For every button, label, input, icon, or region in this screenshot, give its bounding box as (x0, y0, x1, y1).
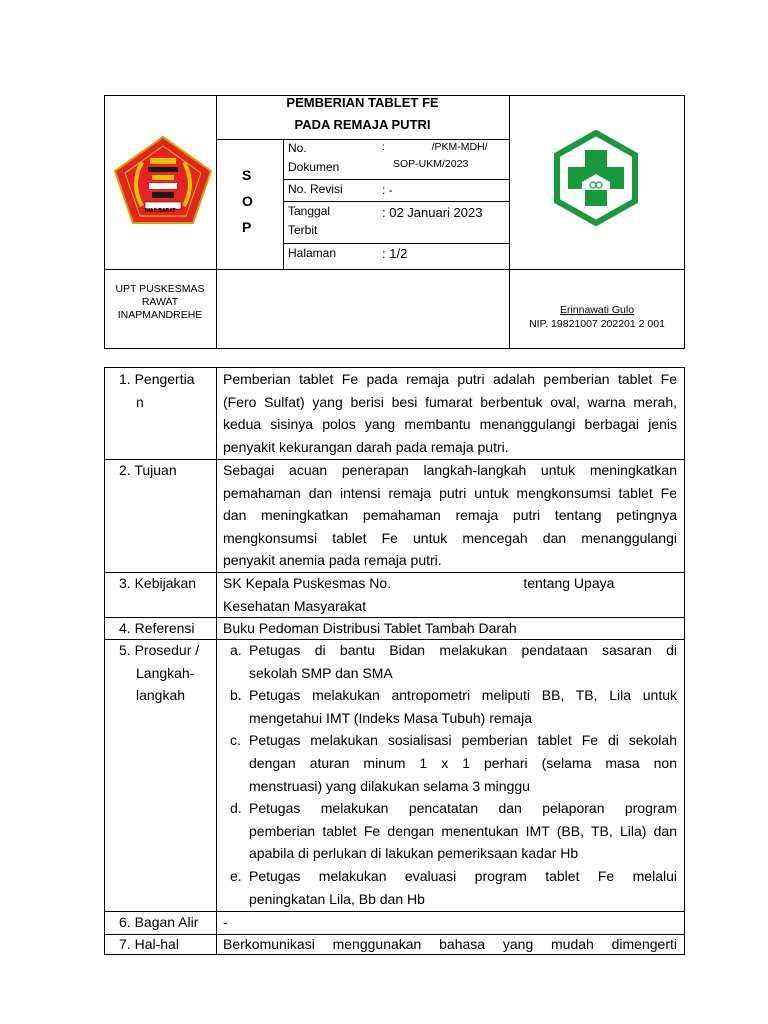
sop-title-line2: PADA REMAJA PUTRI (294, 117, 431, 132)
section-label-pengertian: 1. Pengertia n (119, 371, 195, 410)
section-label-kebijakan: 3. Kebijakan (119, 575, 197, 591)
section-label-bagan-alir: 6. Bagan Alir (119, 914, 199, 930)
section-label-prosedur: 5. Prosedur / Langkah- langkah (119, 642, 200, 704)
section-label-referensi: 4. Referensi (119, 620, 195, 636)
section-body-tujuan: Sebagai acuan penerapan langkah-langkah untuk meningkatkan pemahaman dan intensi remaja putri untuk mengkonsumsi tablet Fe dan meningkatkan pemahaman remaja putri tentang petingnya mengkonsumsi tablet Fe untuk mencegah dan menanggulangi penyakit anemia pada remaja putri. (223, 462, 677, 569)
section-label-tujuan: 2. Tujuan (119, 462, 177, 478)
section-body-kebijakan: SK Kepala Puskesmas No. tentang Upaya Kesehatan Masyarakat (223, 575, 615, 614)
field-label-no-revisi: No. Revisi (288, 182, 343, 196)
puskesmas-cross-logo-icon (548, 130, 644, 226)
section-label-hal-hal: 7. Hal-hal (119, 936, 179, 952)
org-name-line1: UPT PUSKESMAS (115, 283, 205, 295)
field-label-no-dokumen-2: Dokumen (288, 160, 340, 174)
sop-title-line1: PEMBERIAN TABLET FE (286, 95, 439, 110)
step-e: e. Petugas melakukan evaluasi program tablet Fe melalui peningkatan Lila, Bb dan Hb (230, 867, 677, 907)
field-value-no-dokumen-2: SOP-UKM/2023 (393, 158, 469, 170)
step-c: c. Petugas melakukan sosialisasi pemberian tablet Fe di sekolah dengan aturan minum 1 x 1 perhari (selama masa non menstruasi) yang dilakukan selama 3 minggu (230, 732, 677, 794)
section-body-bagan-alir: - (223, 914, 228, 930)
field-label-tanggal-2: Terbit (288, 223, 318, 237)
signer-nip: NIP. 19821007 202201 2 001 (529, 318, 665, 330)
field-value-tanggal: : 02 Januari 2023 (382, 205, 483, 220)
sop-letter-o: O (242, 193, 253, 209)
sop-letter-p: P (242, 219, 252, 235)
field-label-tanggal-1: Tanggal (288, 204, 331, 218)
section-body-hal-hal: Berkomunikasi menggunakan bahasa yang mudah dimengerti (223, 936, 677, 952)
section-body-pengertian: Pemberian tablet Fe pada remaja putri adalah pemberian tablet Fe (Fero Sulfat) yang berisi besi fumarat berbentuk oval, warna merah, kedua sisinya polos yang membantu menanggulangi berbagai jenis penyakit kekurangan darah pada remaja putri. (223, 371, 677, 455)
step-d: d. Petugas melakukan pencatatan dan pelaporan program pemberian tablet Fe dengan menentukan IMT (BB, TB, Lila) dan apabila di perlukan di lakukan pemeriksaan kadar Hb (230, 800, 677, 862)
field-value-halaman: : 1/2 (382, 246, 408, 261)
section-body-prosedur (230, 639, 677, 910)
field-value-no-revisi: : - (382, 183, 393, 197)
field-value-no-dokumen-1: : /PKM-MDH/ (382, 141, 488, 153)
field-label-no-dokumen-1: No. (288, 141, 307, 155)
step-a: a. Petugas di bantu Bidan melakukan pendataan sasaran di sekolah SMP dan SMA (230, 642, 677, 681)
org-name-line2: RAWAT (141, 296, 179, 308)
signer-name: Erinnawati Gulo (559, 304, 635, 316)
sop-letter-s: S (242, 167, 252, 183)
section-body-referensi: Buku Pedoman Distribusi Tablet Tambah Darah (223, 620, 517, 636)
step-b: b. Petugas melakukan antropometri meliputi BB, TB, Lila untuk mengetahui IMT (Indeks Masa Tubuh) remaja (230, 687, 677, 726)
field-label-halaman: Halaman (288, 246, 337, 260)
emblem-caption: NIAS BARAT (145, 208, 176, 214)
org-name-line3: INAPMANDREHE (117, 309, 203, 321)
